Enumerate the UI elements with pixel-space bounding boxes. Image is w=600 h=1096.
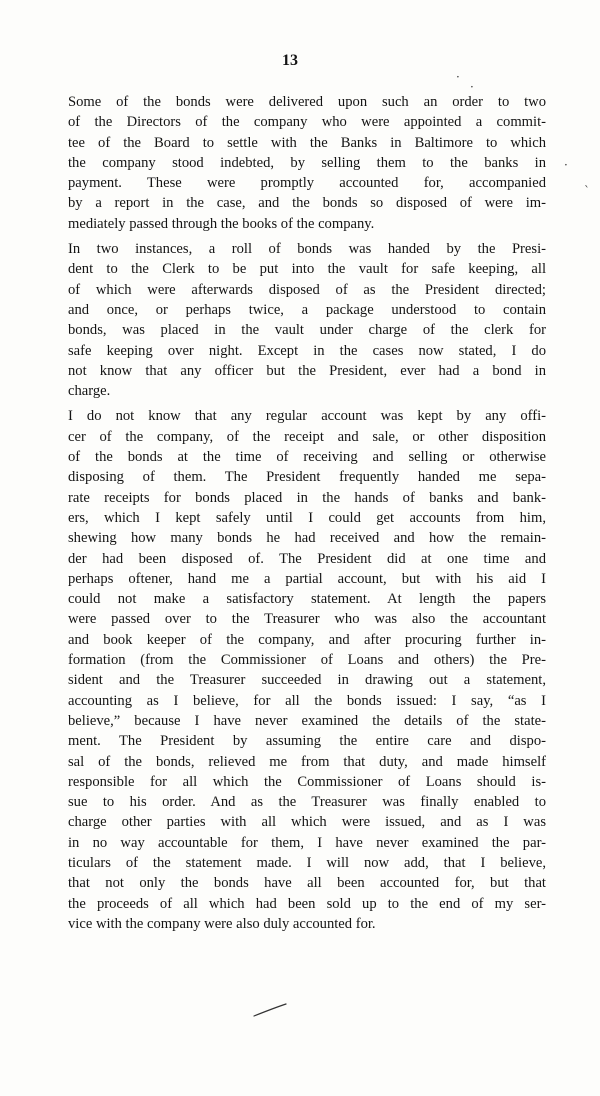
text-line: Some of the bonds were delivered upon such an order to two xyxy=(68,94,546,110)
text-line: dent to the Clerk to be put into the vault for safe keeping, all xyxy=(68,261,546,278)
margin-mark: · xyxy=(564,158,568,172)
text-line: rate receipts for bonds placed in the hands of banks and bank- xyxy=(68,489,546,506)
pen-stroke-mark xyxy=(252,1002,288,1018)
text-line: sal of the bonds, relieved me from that duty, and made himself xyxy=(68,753,546,770)
text-line: by a report in the case, and the bonds so disposed of were im- xyxy=(68,195,546,212)
page-number: 13 xyxy=(282,52,298,69)
text-line: of the Directors of the company who were appointed a commit- xyxy=(68,114,546,131)
text-line: I do not know that any regular account was kept by any offi- xyxy=(68,408,546,425)
text-line: ment. The President by assuming the entire care and dispo- xyxy=(68,733,546,750)
text-line: the proceeds of all which had been sold up to the end of my ser- xyxy=(68,895,546,912)
text-line: not know that any officer but the President, ever had a bond in xyxy=(68,362,546,379)
paragraph xyxy=(52,92,546,234)
text-line: disposing of them. The President frequently handed me sepa- xyxy=(68,469,546,486)
text-line: of which were afterwards disposed of as the President directed; xyxy=(68,281,546,298)
text-line: shewing how many bonds he had received and how the remain- xyxy=(68,530,546,547)
text-line: of the bonds at the time of receiving and selling or otherwise xyxy=(68,449,546,466)
text-line: and book keeper of the company, and after procuring further in- xyxy=(68,631,546,648)
text-line: in no way accountable for them, I have never examined the par- xyxy=(68,834,546,851)
text-line: charge other parties with all which were issued, and as I was xyxy=(68,814,546,831)
text-line: sue to his order. And as the Treasurer was finally enabled to xyxy=(68,794,546,811)
text-line: In two instances, a roll of bonds was handed by the Presi- xyxy=(68,241,546,258)
text-line: believe,” because I have never examined the details of the state- xyxy=(68,712,546,729)
text-line: ers, which I kept safely until I could get accounts from him, xyxy=(68,509,546,526)
text-line: that not only the bonds have all been accounted for, but that xyxy=(68,875,546,892)
text-line: safe keeping over night. Except in the cases now stated, I do xyxy=(68,342,546,359)
text-line: the company stood indebted, by selling them to the banks in xyxy=(68,154,546,171)
text-line: vice with the company were also duly accounted for. xyxy=(68,915,376,932)
text-line: mediately passed through the books of the company. xyxy=(68,215,375,232)
margin-mark: · xyxy=(470,80,474,94)
text-line: were passed over to the Treasurer who was also the accountant xyxy=(68,611,546,628)
text-line: could not make a satisfactory statement. At length the papers xyxy=(68,591,546,608)
text-line: payment. These were promptly accounted for, accompanied xyxy=(68,175,546,192)
text-line: tee of the Board to settle with the Banks in Baltimore to which xyxy=(68,134,546,151)
text-line: cer of the company, of the receipt and sale, or other disposition xyxy=(68,428,546,445)
paragraph xyxy=(52,239,546,401)
text-line: accounting as I believe, for all the bonds issued: I say, “as I xyxy=(68,692,546,709)
margin-mark: ` xyxy=(584,184,590,198)
text-line: perhaps oftener, hand me a partial account, but with his aid I xyxy=(68,570,546,587)
text-line: der had been disposed of. The President did at one time and xyxy=(68,550,546,567)
text-line: responsible for all which the Commissioner of Loans should is- xyxy=(68,773,546,790)
text-line: ticulars of the statement made. I will now add, that I believe, xyxy=(68,854,546,871)
text-line: formation (from the Commissioner of Loans and others) the Pre- xyxy=(68,652,546,669)
text-line: charge. xyxy=(68,383,111,400)
text-line: bonds, was placed in the vault under charge of the clerk for xyxy=(68,322,546,339)
text-line: sident and the Treasurer succeeded in drawing out a statement, xyxy=(68,672,546,689)
text-line: and once, or perhaps twice, a package understood to contain xyxy=(68,301,546,318)
margin-mark: · xyxy=(456,70,460,84)
paragraph xyxy=(52,406,546,934)
body-text xyxy=(52,92,546,939)
